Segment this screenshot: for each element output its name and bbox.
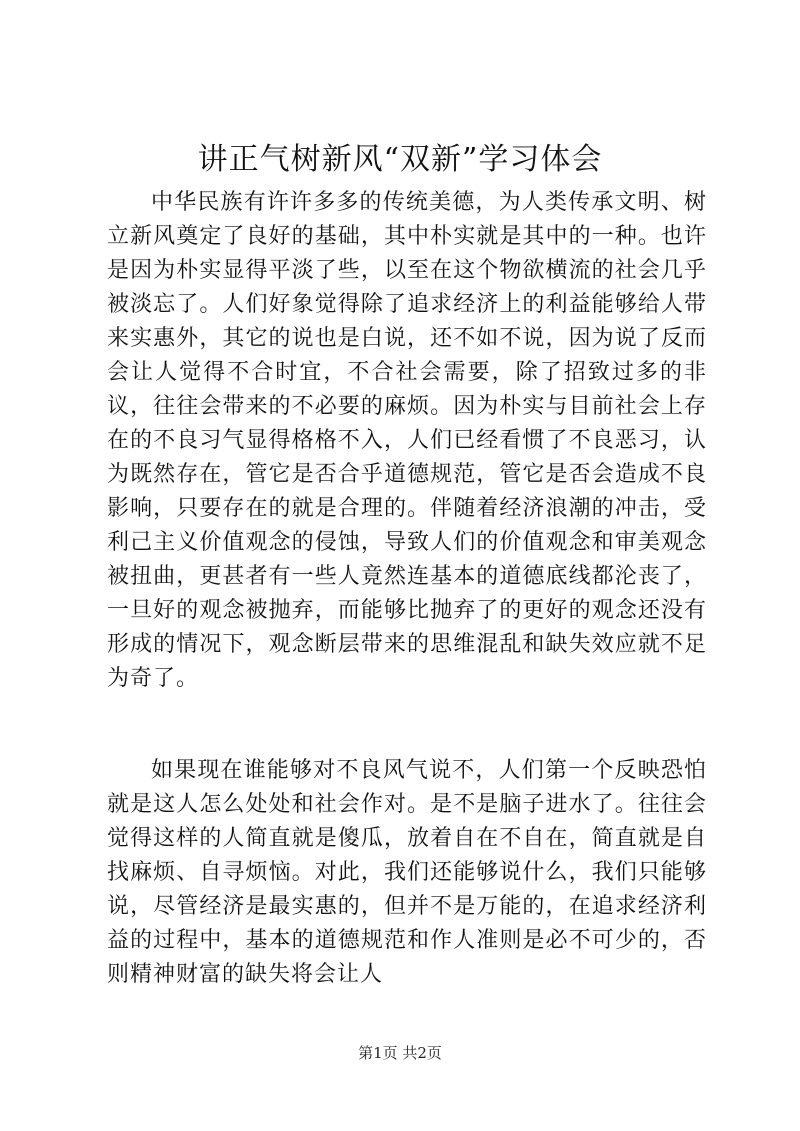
body-paragraph-2: 如果现在谁能够对不良风气说不，人们第一个反映恐怕就是这人怎么处处和社会作对。是不是脑子进水了。往往会觉得这样的人简直就是傻瓜，放着自在不自在，简直就是自找麻烦、自寻烦恼。对此，我们还能够说什么，我们只能够说，尽管经济是最实惠的，但并不是万能的，在追求经济利益的过程中，基本的道德规范和作人准则是必不可少的，否则精神财富的缺失将会让人 [107,758,707,987]
page-footer: 第1页 共2页 [358,1044,442,1062]
body-paragraph-1: 中华民族有许许多多的传统美德，为人类传承文明、树立新风奠定了良好的基础，其中朴实就是其中的一种。也许是因为朴实显得平淡了些，以至在这个物欲横流的社会几乎被淡忘了。人们好象觉得除了追求经济上的利益能够给人带来实惠外，其它的说也是白说，还不如不说，因为说了反而会让人觉得不合时宜，不合社会需要，除了招致过多的非议，往往会带来的不必要的麻烦。因为朴实与目前社会上存在的不良习气显得格格不入，人们已经看惯了不良恶习，认为既然存在，管它是否合乎道德规范，管它是否会造成不良影响，只要存在的就是合理的。伴随着经济浪潮的冲击，受利己主义价值观念的侵蚀，导致人们的价值观念和审美观念被扭曲，更甚者有一些人竟然连基本的道德底线都沦丧了，一旦好的观念被抛弃，而能够比抛弃了的更好的观念还没有形成的情况下，观念断层带来的思维混乱和缺失效应就不足为奇了。 [107,190,707,691]
document-title: 讲正气树新风“双新”学习体会 [197,142,603,177]
